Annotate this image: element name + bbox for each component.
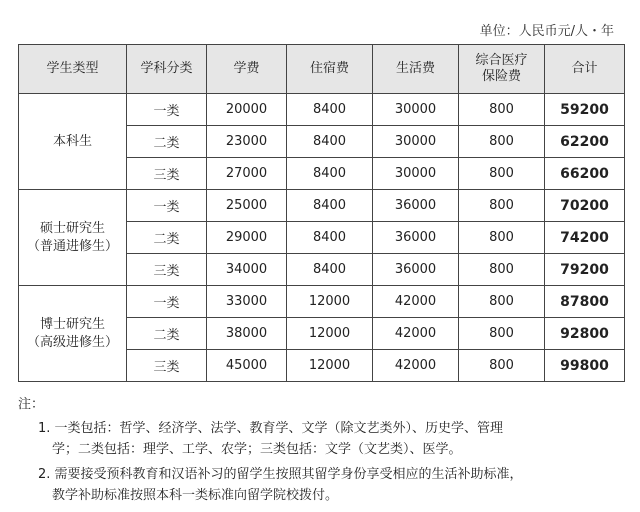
- cell-student-type: [19, 286, 127, 382]
- table-header-row: [19, 45, 625, 94]
- cell-total: 59200: [545, 94, 625, 126]
- cell-tuition: 27000: [207, 158, 287, 190]
- note-item: [38, 418, 624, 460]
- header-category: 学科分类: [127, 45, 207, 94]
- cell-insurance: 800: [459, 190, 545, 222]
- cell-tuition: 38000: [207, 318, 287, 350]
- cell-living: 42000: [373, 286, 459, 318]
- unit-label: 单位：人民币元/人・年: [479, 24, 614, 39]
- cell-living: 36000: [373, 254, 459, 286]
- cell-category: 二类: [127, 222, 207, 254]
- note-line: 教学补助标准按照本科一类标准向留学院校拨付。: [52, 488, 339, 503]
- header-tuition: 学费: [207, 45, 287, 94]
- cell-living: 30000: [373, 126, 459, 158]
- table-row: [19, 190, 625, 222]
- cell-total: 66200: [545, 158, 625, 190]
- cell-tuition: 25000: [207, 190, 287, 222]
- cell-total: 62200: [545, 126, 625, 158]
- header-total: 合计: [545, 45, 625, 94]
- cell-tuition: 34000: [207, 254, 287, 286]
- student-type-line: （高级进修生）: [26, 334, 118, 350]
- header-insurance: [459, 45, 545, 94]
- cell-total: 74200: [545, 222, 625, 254]
- cell-student-type: [19, 94, 127, 190]
- cell-living: 42000: [373, 350, 459, 382]
- cell-category: 三类: [127, 350, 207, 382]
- cell-category: 二类: [127, 318, 207, 350]
- cell-housing: 12000: [287, 350, 373, 382]
- cell-housing: 8400: [287, 158, 373, 190]
- cell-insurance: 800: [459, 350, 545, 382]
- cell-category: 一类: [127, 190, 207, 222]
- cell-housing: 8400: [287, 94, 373, 126]
- note-item: [38, 464, 624, 506]
- cell-total: 79200: [545, 254, 625, 286]
- student-type-line: 本科生: [52, 133, 92, 149]
- cell-housing: 12000: [287, 286, 373, 318]
- table-row: [19, 94, 625, 126]
- note-line: 1. 一类包括：哲学、经济学、法学、教育学、文学（除文艺类外）、历史学、管理: [38, 421, 504, 436]
- cell-insurance: 800: [459, 286, 545, 318]
- cell-category: 二类: [127, 126, 207, 158]
- student-type-line: 博士研究生: [39, 316, 105, 332]
- cell-insurance: 800: [459, 94, 545, 126]
- fee-table: [18, 44, 625, 382]
- cell-housing: 12000: [287, 318, 373, 350]
- cell-insurance: 800: [459, 318, 545, 350]
- header-insurance-line: 保险费: [481, 69, 521, 84]
- cell-total: 87800: [545, 286, 625, 318]
- cell-housing: 8400: [287, 126, 373, 158]
- header-living: 生活费: [373, 45, 459, 94]
- notes-lead: 注：: [18, 397, 45, 412]
- cell-total: 99800: [545, 350, 625, 382]
- cell-tuition: 20000: [207, 94, 287, 126]
- cell-living: 30000: [373, 158, 459, 190]
- note-line: 2. 需要接受预科教育和汉语补习的留学生按照其留学身份享受相应的生活补助标准，: [38, 467, 523, 482]
- cell-tuition: 33000: [207, 286, 287, 318]
- cell-tuition: 23000: [207, 126, 287, 158]
- cell-living: 30000: [373, 94, 459, 126]
- header-student-type: 学生类型: [19, 45, 127, 94]
- cell-insurance: 800: [459, 158, 545, 190]
- table-row: [19, 286, 625, 318]
- cell-living: 36000: [373, 190, 459, 222]
- header-housing: 住宿费: [287, 45, 373, 94]
- cell-housing: 8400: [287, 254, 373, 286]
- note-line: 学；二类包括：理学、工学、农学；三类包括：文学（文艺类）、医学。: [52, 442, 462, 457]
- cell-insurance: 800: [459, 254, 545, 286]
- cell-tuition: 29000: [207, 222, 287, 254]
- cell-category: 三类: [127, 254, 207, 286]
- fee-table-body: [19, 94, 625, 382]
- cell-living: 36000: [373, 222, 459, 254]
- student-type-line: （普通进修生）: [26, 238, 118, 254]
- student-type-line: 硕士研究生: [39, 220, 105, 236]
- cell-category: 三类: [127, 158, 207, 190]
- notes-section: [18, 393, 624, 510]
- header-insurance-line: 综合医疗: [475, 53, 528, 68]
- cell-housing: 8400: [287, 190, 373, 222]
- cell-total: 92800: [545, 318, 625, 350]
- cell-category: 一类: [127, 94, 207, 126]
- cell-student-type: [19, 190, 127, 286]
- cell-total: 70200: [545, 190, 625, 222]
- cell-insurance: 800: [459, 126, 545, 158]
- cell-category: 一类: [127, 286, 207, 318]
- cell-tuition: 45000: [207, 350, 287, 382]
- cell-living: 42000: [373, 318, 459, 350]
- cell-insurance: 800: [459, 222, 545, 254]
- cell-housing: 8400: [287, 222, 373, 254]
